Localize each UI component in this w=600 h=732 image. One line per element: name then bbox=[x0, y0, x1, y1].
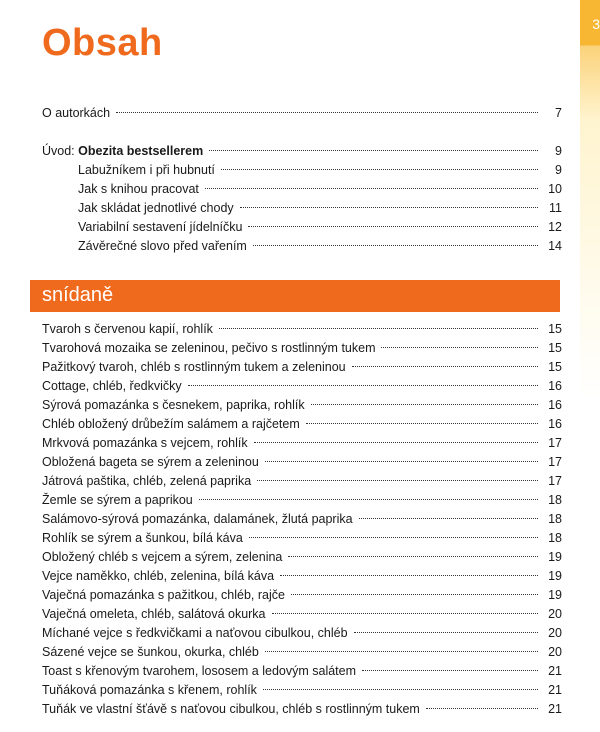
toc-entry-page: 15 bbox=[548, 341, 562, 355]
toc-entry-recipe[interactable] bbox=[42, 358, 562, 377]
dot-leader bbox=[254, 442, 538, 443]
toc-entry-page: 19 bbox=[548, 569, 562, 583]
toc-entry-recipe[interactable] bbox=[42, 320, 562, 339]
dot-leader bbox=[265, 651, 538, 652]
toc-entry-label: Tuňáková pomazánka s křenem, rohlík bbox=[42, 683, 257, 697]
dot-leader bbox=[288, 556, 538, 557]
dot-leader bbox=[426, 708, 538, 709]
uvod-title: Obezita bestsellerem bbox=[78, 144, 204, 158]
toc-entry-page: 21 bbox=[548, 683, 562, 697]
toc-entry-recipe[interactable] bbox=[42, 662, 562, 681]
toc-entry-recipe[interactable] bbox=[42, 472, 562, 491]
toc-entry-label bbox=[42, 142, 203, 161]
toc-entry-label: Chléb obložený drůbežím salámem a rajčetem bbox=[42, 417, 300, 431]
dot-leader bbox=[311, 404, 538, 405]
toc-entry-page: 15 bbox=[548, 322, 562, 336]
dot-leader bbox=[205, 188, 538, 189]
toc-entry-page: 17 bbox=[548, 474, 562, 488]
toc-entry-label: Vaječná omeleta, chléb, salátová okurka bbox=[42, 607, 266, 621]
toc-entry-label: Sýrová pomazánka s česnekem, paprika, rohlík bbox=[42, 398, 305, 412]
toc-entry-label: Závěrečné slovo před vařením bbox=[78, 239, 247, 253]
toc-entry-recipe[interactable] bbox=[42, 567, 562, 586]
dot-leader bbox=[219, 328, 538, 329]
toc-subentry[interactable] bbox=[42, 161, 562, 180]
toc-entry-label: Jak skládat jednotlivé chody bbox=[78, 201, 234, 215]
toc-entry-page: 21 bbox=[548, 664, 562, 678]
intro-toc bbox=[42, 104, 562, 123]
toc-entry-recipe[interactable] bbox=[42, 529, 562, 548]
toc-entry-page: 16 bbox=[548, 398, 562, 412]
dot-leader bbox=[362, 670, 538, 671]
toc-entry-label: Pažitkový tvaroh, chléb s rostlinným tukem a zeleninou bbox=[42, 360, 346, 374]
toc-entry-recipe[interactable] bbox=[42, 415, 562, 434]
dot-leader bbox=[263, 689, 538, 690]
toc-entry-page: 17 bbox=[548, 436, 562, 450]
toc-entry-uvod[interactable] bbox=[42, 142, 562, 161]
toc-entry-page: 11 bbox=[549, 201, 562, 215]
toc-entry-page: 19 bbox=[548, 550, 562, 564]
dot-leader bbox=[291, 594, 538, 595]
toc-entry-page: 16 bbox=[548, 417, 562, 431]
dot-leader bbox=[253, 245, 538, 246]
toc-entry-page: 17 bbox=[548, 455, 562, 469]
dot-leader bbox=[352, 366, 538, 367]
toc-entry-page: 18 bbox=[548, 512, 562, 526]
toc-entry-label: Obložená bageta se sýrem a zeleninou bbox=[42, 455, 259, 469]
toc-entry-recipe[interactable] bbox=[42, 700, 562, 719]
section-header-snidane bbox=[30, 280, 560, 312]
toc-entry-label: Variabilní sestavení jídelníčku bbox=[78, 220, 243, 234]
toc-entry-page: 21 bbox=[548, 702, 562, 716]
toc-entry-label: Žemle se sýrem a paprikou bbox=[42, 493, 193, 507]
recipe-toc bbox=[42, 320, 562, 719]
uvod-prefix: Úvod: bbox=[42, 144, 79, 158]
page-title: Obsah bbox=[42, 22, 163, 64]
toc-entry-recipe[interactable] bbox=[42, 453, 562, 472]
toc-entry-page: 9 bbox=[555, 144, 562, 158]
toc-entry-page: 12 bbox=[548, 220, 562, 234]
toc-subentry[interactable] bbox=[42, 237, 562, 256]
side-color-tab bbox=[580, 0, 600, 732]
dot-leader bbox=[354, 632, 538, 633]
dot-leader bbox=[221, 169, 538, 170]
toc-entry-page: 18 bbox=[548, 531, 562, 545]
toc-entry-recipe[interactable] bbox=[42, 434, 562, 453]
toc-entry-recipe[interactable] bbox=[42, 605, 562, 624]
toc-entry-label: Salámovo-sýrová pomazánka, dalamánek, žlutá paprika bbox=[42, 512, 353, 526]
toc-entry-recipe[interactable] bbox=[42, 377, 562, 396]
section-title: snídaně bbox=[42, 284, 114, 306]
toc-entry-label: Toast s křenovým tvarohem, lososem a ledovým salátem bbox=[42, 664, 357, 678]
toc-entry-label: Rohlík se sýrem a šunkou, bílá káva bbox=[42, 531, 243, 545]
toc-subentry[interactable] bbox=[42, 218, 562, 237]
toc-entry-page: 20 bbox=[548, 607, 562, 621]
toc-entry-label: Labužníkem i při hubnutí bbox=[78, 163, 215, 177]
toc-entry-recipe[interactable] bbox=[42, 624, 562, 643]
toc-entry-label: Tvaroh s červenou kapií, rohlík bbox=[42, 322, 213, 336]
toc-entry-page: 7 bbox=[555, 106, 562, 120]
dot-leader bbox=[116, 112, 538, 113]
toc-entry-page: 20 bbox=[548, 626, 562, 640]
toc-entry-label: Jak s knihou pracovat bbox=[78, 182, 199, 196]
toc-entry-label: Míchané vejce s ředkvičkami a naťovou cibulkou, chléb bbox=[42, 626, 348, 640]
toc-entry-label: Mrkvová pomazánka s vejcem, rohlík bbox=[42, 436, 248, 450]
corner-page-number: 3 bbox=[592, 16, 600, 32]
toc-subentry[interactable] bbox=[42, 199, 562, 218]
toc-entry-label: Sázené vejce se šunkou, okurka, chléb bbox=[42, 645, 259, 659]
toc-entry-page: 19 bbox=[548, 588, 562, 602]
toc-entry-page: 10 bbox=[548, 182, 562, 196]
toc-entry-recipe[interactable] bbox=[42, 681, 562, 700]
toc-entry-page: 14 bbox=[548, 239, 562, 253]
toc-entry-label: O autorkách bbox=[42, 106, 111, 120]
toc-entry-recipe[interactable] bbox=[42, 510, 562, 529]
dot-leader bbox=[188, 385, 538, 386]
toc-entry-recipe[interactable] bbox=[42, 396, 562, 415]
toc-entry-page: 16 bbox=[548, 379, 562, 393]
dot-leader bbox=[257, 480, 538, 481]
toc-entry-label: Tvarohová mozaika se zeleninou, pečivo s rostlinným tukem bbox=[42, 341, 376, 355]
toc-entry-recipe[interactable] bbox=[42, 548, 562, 567]
toc-entry-page: 20 bbox=[548, 645, 562, 659]
toc-entry-recipe[interactable] bbox=[42, 339, 562, 358]
toc-entry-label: Vaječná pomazánka s pažitkou, chléb, rajče bbox=[42, 588, 285, 602]
toc-entry-about-authors[interactable] bbox=[42, 104, 562, 123]
dot-leader bbox=[265, 461, 538, 462]
dot-leader bbox=[199, 499, 538, 500]
toc-entry-label: Játrová paštika, chléb, zelená paprika bbox=[42, 474, 252, 488]
toc-subentry[interactable] bbox=[42, 180, 562, 199]
dot-leader bbox=[240, 207, 538, 208]
toc-entry-label: Tuňák ve vlastní šťávě s naťovou cibulkou, chléb s rostlinným tukem bbox=[42, 702, 420, 716]
dot-leader bbox=[280, 575, 538, 576]
toc-entry-recipe[interactable] bbox=[42, 643, 562, 662]
uvod-toc bbox=[42, 142, 562, 256]
dot-leader bbox=[306, 423, 538, 424]
toc-entry-recipe[interactable] bbox=[42, 491, 562, 510]
toc-entry-page: 9 bbox=[555, 163, 562, 177]
toc-entry-page: 18 bbox=[548, 493, 562, 507]
dot-leader bbox=[272, 613, 538, 614]
dot-leader bbox=[209, 150, 538, 151]
toc-entry-recipe[interactable] bbox=[42, 586, 562, 605]
toc-entry-page: 15 bbox=[548, 360, 562, 374]
dot-leader bbox=[359, 518, 538, 519]
dot-leader bbox=[249, 537, 538, 538]
dot-leader bbox=[248, 226, 538, 227]
toc-entry-label: Cottage, chléb, ředkvičky bbox=[42, 379, 182, 393]
toc-entry-label: Obložený chléb s vejcem a sýrem, zelenina bbox=[42, 550, 283, 564]
toc-entry-label: Vejce naměkko, chléb, zelenina, bílá káva bbox=[42, 569, 275, 583]
dot-leader bbox=[381, 347, 538, 348]
